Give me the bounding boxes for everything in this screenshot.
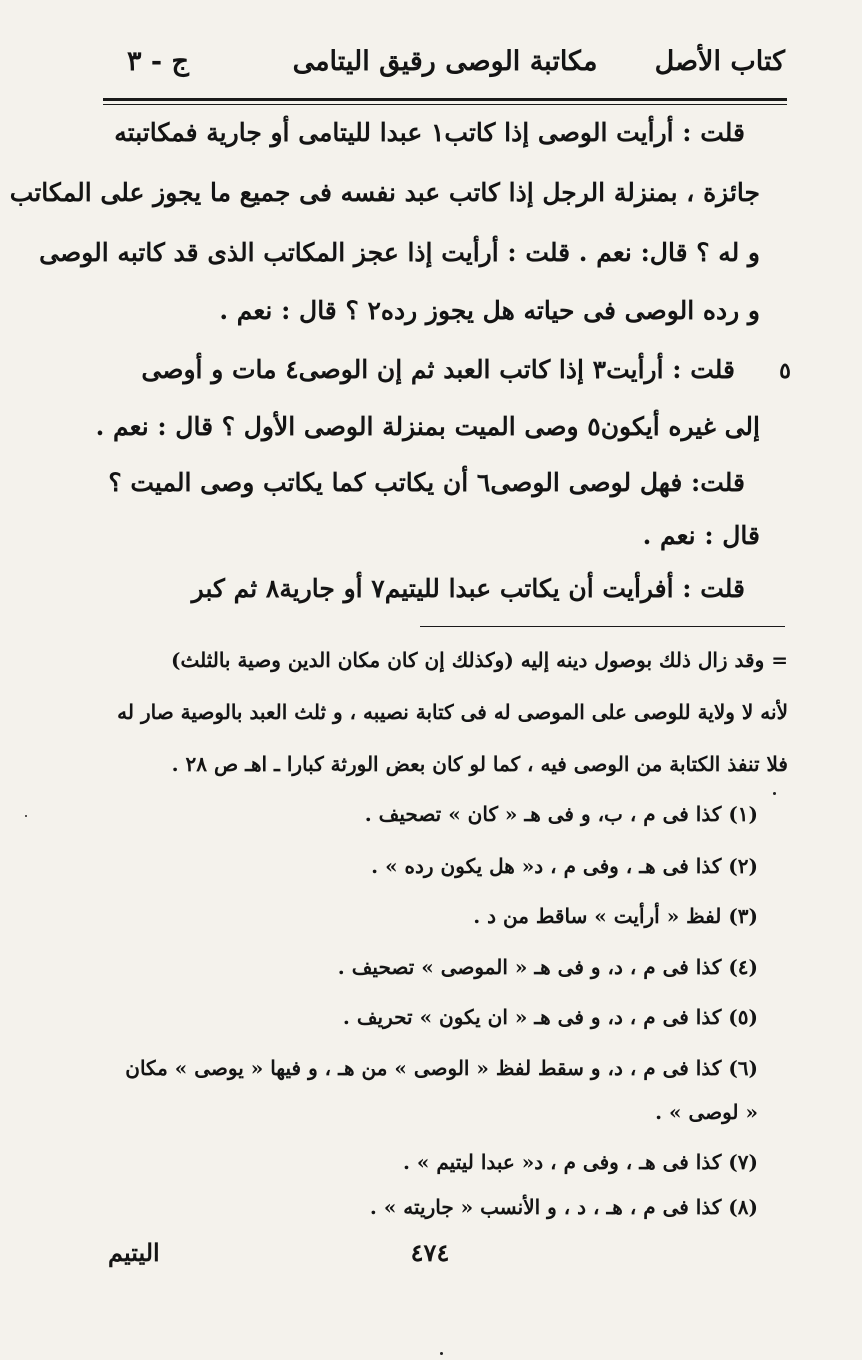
main-text-line: قلت : أرأيت٣ إذا كاتب العبد ثم إن الوصى٤ مات و أوصى [141,355,735,384]
print-speck [773,792,776,795]
main-text-line: قلت: فهل لوصى الوصى٦ أن يكاتب كما يكاتب وصى الميت ؟ [108,468,745,497]
header-rule [103,98,787,101]
print-speck [25,815,27,817]
main-text-line: و رده الوصى فى حياته هل يجوز رده٢ ؟ قال : نعم . [219,296,760,325]
running-head-book-title: كتاب الأصل [654,46,785,77]
running-head-chapter-title: مكاتبة الوصى رقيق اليتامى [292,46,598,77]
print-speck [440,1352,443,1355]
footnote-separator [420,626,785,627]
footnote-line: « لوصى » . [655,1100,758,1124]
footnote-line: (٦) كذا فى م ، د، و سقط لفظ « الوصى » من هـ ، و فيها « يوصى » مكان [125,1056,758,1080]
footnote-line: = وقد زال ذلك بوصول دينه إليه (وكذلك إن كان مكان الدين وصية بالثلث) [170,648,788,672]
footnote-line: (٨) كذا فى م ، هـ ، د ، و الأنسب « جاريته » . [369,1195,758,1219]
catchword: اليتيم [108,1238,160,1267]
page-number: ٤٧٤ [410,1238,450,1267]
running-head [105,42,785,92]
margin-line-number: ٥ [779,358,791,384]
footnote-line: (٣) لفظ « أرأيت » ساقط من د . [473,904,758,928]
footnote-line: (٤) كذا فى م ، د، و فى هـ « الموصى » تصحيف . [337,955,758,979]
header-rule-thin [103,104,787,105]
running-head-volume: ج - ٣ [127,46,189,77]
main-text-line: قال : نعم . [642,521,760,550]
footnote-line: (٧) كذا فى هـ ، وفى م ، د« عبدا ليتيم » . [402,1150,758,1174]
footnote-line: (١) كذا فى م ، ب، و فى هـ « كان » تصحيف . [364,802,758,826]
footnote-line: فلا تنفذ الكتابة من الوصى فيه ، كما لو كان بعض الورثة كبارا ـ اهـ ص ٢٨ . [171,752,788,776]
footnote-line: (٥) كذا فى م ، د، و فى هـ « ان يكون » تحريف . [342,1005,758,1029]
footnote-line: لأنه لا ولاية للوصى على الموصى له فى كتابة نصيبه ، و ثلث العبد بالوصية صار له [117,700,788,724]
main-text-line: و له ؟ قال: نعم . قلت : أرأيت إذا عجز المكاتب الذى قد كاتبه الوصى [39,238,760,267]
main-text-line: جائزة ، بمنزلة الرجل إذا كاتب عبد نفسه فى جميع ما يجوز على المكاتب [9,178,760,207]
main-text-line: قلت : أرأيت الوصى إذا كاتب١ عبدا لليتامى أو جارية فمكاتبته [114,118,745,147]
main-text-line: قلت : أفرأيت أن يكاتب عبدا لليتيم٧ أو جارية٨ ثم كبر [191,574,745,603]
main-text-line: إلى غيره أيكون٥ وصى الميت بمنزلة الوصى الأول ؟ قال : نعم . [95,412,760,441]
footnote-line: (٢) كذا فى هـ ، وفى م ، د« هل يكون رده » . [371,854,758,878]
